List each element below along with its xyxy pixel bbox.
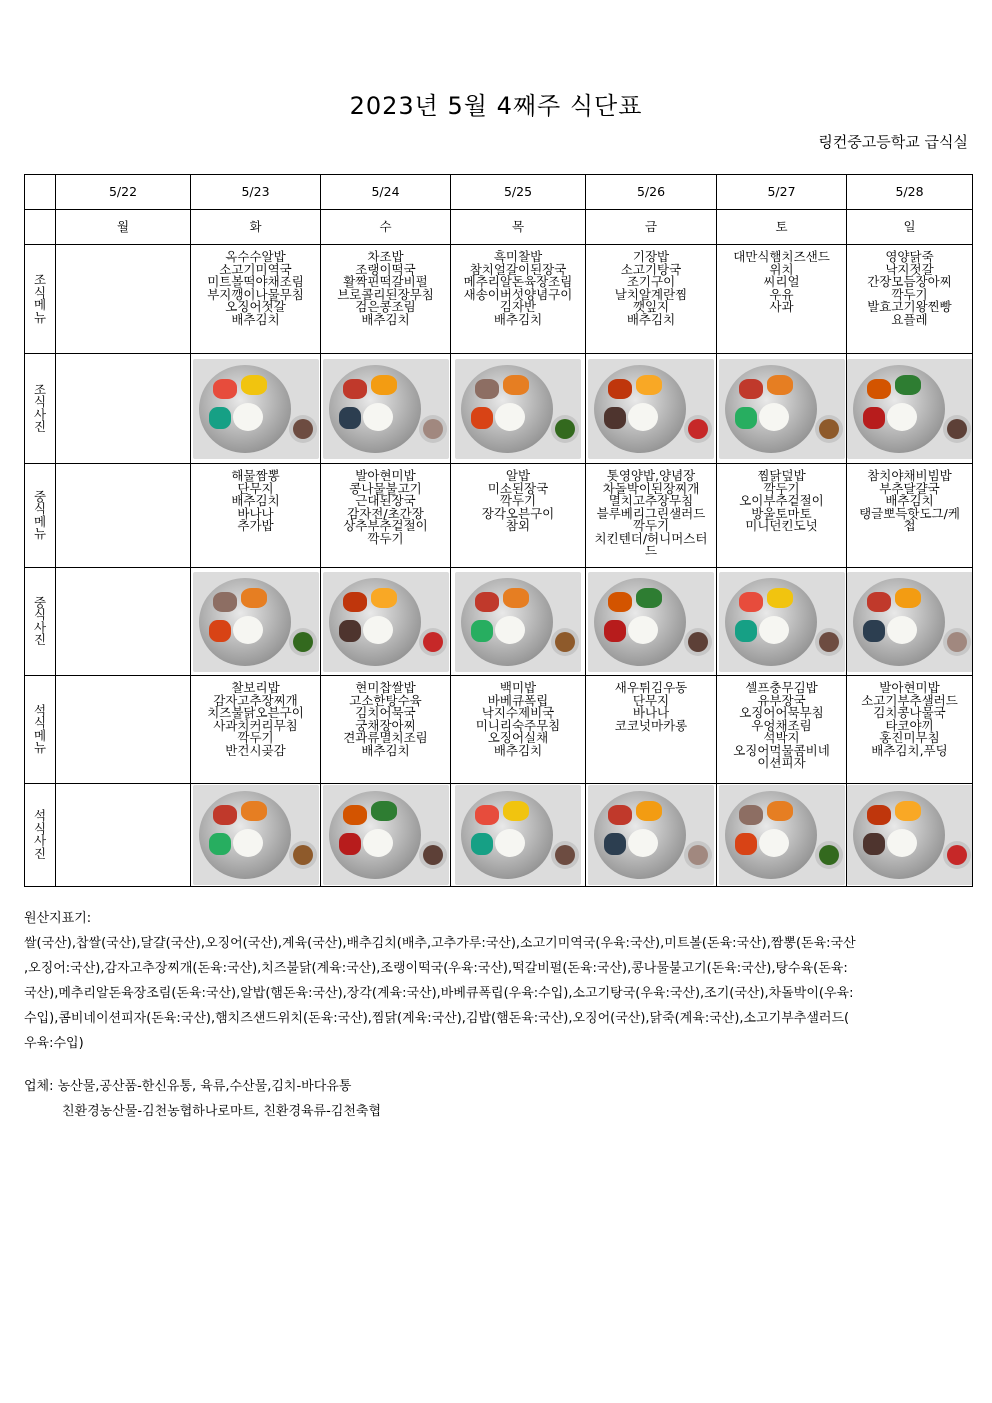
menu-item: 알밥 — [505, 468, 531, 483]
menu-item: 찰보리밥 — [231, 680, 280, 695]
dinner-photo-cell — [451, 784, 586, 887]
row-label-char: 메 — [33, 297, 47, 312]
dinner-menu-cell — [586, 676, 717, 784]
menu-item: 치즈불닭오븐구이 — [207, 705, 304, 720]
menu-item: 첩 — [903, 518, 916, 533]
menu-item: 김자반 — [499, 299, 537, 314]
origin-line: 우육:수입) — [24, 1036, 84, 1051]
meal-photo — [193, 572, 319, 672]
menu-item: 현미찹쌀밥 — [355, 680, 416, 695]
breakfast-photo-cell — [717, 354, 847, 464]
menu-item: 배추김치 — [231, 493, 280, 508]
menu-item: 배추김치 — [493, 311, 543, 327]
school-name: 링컨중고등학교 급식실 — [818, 133, 968, 151]
menu-item: 오징어젓갈 — [225, 299, 286, 314]
lunch-photo-cell — [847, 568, 973, 676]
menu-item: 홍진미무침 — [879, 730, 940, 745]
menu-item: 오이부추겉절이 — [739, 493, 824, 508]
meal-photo — [719, 572, 845, 672]
dinner-menu-cell — [451, 676, 586, 784]
menu-item: 소고기탕국 — [620, 261, 682, 277]
menu-item: 찜닭덮밥 — [757, 468, 806, 483]
menu-item: 브로콜리된장무침 — [337, 286, 434, 302]
menu-item: 깍두기 — [632, 518, 670, 533]
dinner-photo-cell — [717, 784, 847, 887]
menu-item: 메추리알돈육장조림 — [463, 274, 573, 289]
row-label-char: 뉴 — [33, 740, 47, 755]
meal-photo — [193, 785, 319, 885]
row-label-char: 조 — [33, 381, 47, 397]
menu-item: 드 — [644, 543, 658, 558]
menu-item: 단무지 — [632, 692, 670, 708]
breakfast-photo-cell — [191, 354, 321, 464]
row-label-char: 식 — [33, 394, 47, 409]
lunch-photo-cell — [191, 568, 321, 676]
date-cell: 5/23 — [191, 175, 321, 210]
menu-item: 활짝핀떡갈비펄 — [343, 274, 428, 289]
menu-item: 추가밥 — [237, 518, 274, 533]
breakfast-photo-cell — [321, 354, 451, 464]
menu-item: 차돌박이된장찌개 — [602, 480, 700, 496]
day-cell: 목 — [451, 210, 586, 245]
menu-item: 우유 — [769, 286, 794, 302]
menu-item: 오징어먹물콤비네 — [733, 742, 830, 758]
meal-photo — [455, 359, 581, 459]
menu-item: 부추달걀국 — [879, 480, 940, 496]
menu-item: 바나나 — [237, 505, 274, 521]
breakfast-photo-cell — [56, 354, 191, 464]
menu-item: 참치야채비빔밥 — [867, 468, 952, 483]
menu-item: 톳영양밥,양념장 — [606, 468, 696, 483]
row-label-char: 석 — [33, 808, 47, 823]
menu-item: 고소한탕수육 — [349, 692, 422, 708]
lunch-menu-cell — [451, 464, 586, 568]
menu-item: 견과류멸치조림 — [343, 730, 428, 745]
meal-photo — [455, 785, 581, 885]
menu-item: 미트볼떡야채조림 — [207, 274, 304, 289]
row-label-char: 식 — [33, 715, 47, 730]
meal-photo — [588, 359, 714, 459]
menu-item: 블루베리그린샐러드 — [596, 505, 706, 521]
origin-line: 수입),콤비네이션피자(돈육:국산),햄치즈샌드위치(돈육:국산),찜닭(계육:국산),김밥(햄돈육:국산),오징어(국산),닭죽(계육:국산),소고기부추샐러드( — [24, 1011, 850, 1026]
day-row — [25, 210, 973, 245]
dinner-menu-cell — [847, 676, 973, 784]
menu-item: 깍두기 — [763, 480, 800, 496]
breakfast-menu-row — [25, 245, 973, 354]
menu-item: 바베큐폭립 — [487, 692, 549, 708]
menu-item: 깍두기 — [367, 530, 404, 546]
menu-item: 씨리얼 — [763, 274, 800, 289]
dinner-menu-cell — [56, 676, 191, 784]
menu-item: 조기구이 — [626, 274, 676, 289]
menu-item: 기장밥 — [632, 249, 670, 264]
corner-cell — [25, 175, 56, 210]
row-label-char: 중 — [33, 488, 47, 504]
breakfast-menu-cell — [586, 245, 717, 354]
row-label-char: 메 — [33, 513, 47, 529]
lunch-photo-cell — [451, 568, 586, 676]
menu-item: 발아현미밥 — [879, 680, 940, 695]
date-cell: 5/26 — [586, 175, 717, 210]
menu-item: 셀프충무김밥 — [745, 680, 818, 695]
menu-item: 깍두기 — [891, 286, 928, 302]
menu-item: 근대된장국 — [355, 493, 416, 508]
origin-line: 국산),메추리알돈육장조림(돈육:국산),알밥(햄돈육:국산),장각(계육:국산),바베큐폭립(우육:수입),소고기탕국(우육:국산),조기(국산),차돌박이(우육: — [24, 986, 854, 1001]
dinner-menu-cell — [717, 676, 847, 784]
menu-item: 미소된장국 — [487, 480, 549, 496]
menu-item: 석박지 — [763, 730, 800, 745]
menu-item: 치킨텐더/허니머스터 — [594, 530, 708, 546]
date-cell: 5/28 — [847, 175, 973, 210]
date-cell: 5/27 — [717, 175, 847, 210]
lunch-photo-cell — [56, 568, 191, 676]
breakfast-photo-row — [25, 354, 973, 464]
menu-item: 낙지젓갈 — [885, 261, 934, 277]
lunch-photo-row — [25, 568, 973, 676]
menu-item: 검은콩조림 — [355, 299, 416, 314]
menu-item: 김치콩나물국 — [873, 705, 946, 720]
row-label-char: 중 — [33, 594, 47, 610]
meal-photo — [847, 785, 973, 885]
menu-item: 흑미찰밥 — [493, 249, 543, 264]
lunch-photo-cell — [717, 568, 847, 676]
menu-item: 새송이버섯양념구이 — [463, 286, 573, 302]
date-row — [25, 175, 973, 210]
row-label-char: 뉴 — [33, 526, 47, 541]
menu-item: 이션피자 — [757, 755, 806, 770]
row-label-char: 진 — [33, 845, 47, 861]
menu-item: 영양닭죽 — [885, 249, 934, 264]
lunch-menu-cell — [191, 464, 321, 568]
row-label-dinner-menu — [25, 676, 56, 784]
row-label-char: 뉴 — [33, 309, 47, 325]
breakfast-photo-cell — [847, 354, 973, 464]
menu-item: 김치어묵국 — [355, 705, 416, 720]
menu-table — [24, 174, 973, 887]
breakfast-menu-cell — [56, 245, 191, 354]
menu-item: 참치얼갈이된장국 — [469, 261, 567, 277]
menu-item: 멸치고추장무침 — [608, 493, 694, 508]
vendor-info — [24, 1074, 381, 1124]
meal-photo — [323, 359, 449, 459]
menu-item: 우엉채조림 — [751, 717, 812, 733]
row-label-char: 식 — [33, 501, 47, 516]
row-label-char: 석 — [33, 702, 47, 718]
meal-photo — [455, 572, 581, 672]
menu-item: 배추김치 — [493, 742, 543, 758]
menu-item: 발효고기왕찐빵 — [867, 299, 952, 314]
menu-item: 오징어어묵무침 — [739, 705, 824, 720]
menu-item: 바나나 — [632, 705, 670, 720]
lunch-photo-cell — [321, 568, 451, 676]
menu-item: 발아현미밥 — [355, 468, 416, 483]
row-label-lunch-menu — [25, 464, 56, 568]
row-label-char: 사 — [33, 833, 47, 848]
menu-item: 유부장국 — [757, 692, 806, 708]
dinner-menu-row — [25, 676, 973, 784]
menu-item: 상추부추겉절이 — [343, 518, 428, 533]
menu-item: 소고기미역국 — [219, 261, 292, 277]
date-cell: 5/24 — [321, 175, 451, 210]
menu-item: 콩나물불고기 — [349, 480, 422, 496]
menu-item: 배추김치 — [231, 311, 280, 327]
menu-item: 방울토마토 — [751, 505, 812, 521]
meal-photo — [719, 785, 845, 885]
dinner-photo-cell — [56, 784, 191, 887]
menu-item: 옥수수알밥 — [225, 249, 286, 264]
menu-item: 타코야끼 — [885, 717, 934, 733]
menu-item: 반건시곶감 — [225, 742, 286, 758]
lunch-menu-cell — [586, 464, 717, 568]
lunch-menu-row — [25, 464, 973, 568]
day-cell: 월 — [56, 210, 191, 245]
row-label-char: 식 — [33, 607, 47, 622]
vendor-line: 업체: 농산물,공산품-한신유통, 육류,수산물,김치-바다유통 — [24, 1079, 352, 1094]
day-cell: 화 — [191, 210, 321, 245]
dinner-photo-cell — [847, 784, 973, 887]
menu-item: 새우튀김우동 — [614, 680, 688, 695]
menu-item: 사과치커리무침 — [213, 717, 298, 733]
menu-item: 감자전/초간장 — [347, 505, 424, 521]
menu-item: 탱글뽀득핫도그/케 — [859, 505, 960, 521]
row-label-lunch-photo — [25, 568, 56, 676]
dinner-menu-cell — [191, 676, 321, 784]
row-label-char: 사 — [33, 619, 47, 635]
menu-item: 배추김치 — [885, 493, 934, 508]
dinner-photo-row — [25, 784, 973, 887]
menu-item: 오징어실채 — [487, 730, 549, 745]
menu-item: 미니리숙주무침 — [475, 717, 561, 733]
menu-item: 배추김치,푸딩 — [871, 742, 948, 758]
date-cell: 5/25 — [451, 175, 586, 210]
day-cell: 수 — [321, 210, 451, 245]
lunch-menu-cell — [56, 464, 191, 568]
menu-item: 깍두기 — [237, 730, 274, 745]
menu-item: 단무지 — [237, 480, 274, 496]
meal-photo — [588, 572, 714, 672]
lunch-menu-cell — [847, 464, 973, 568]
row-label-char: 식 — [33, 284, 47, 300]
meal-photo — [588, 785, 714, 885]
breakfast-photo-cell — [586, 354, 717, 464]
day-cell: 토 — [717, 210, 847, 245]
menu-item: 소고기부추샐러드 — [861, 692, 958, 708]
lunch-photo-cell — [586, 568, 717, 676]
menu-item: 감자고추장찌개 — [213, 692, 298, 708]
menu-item: 조랭이떡국 — [355, 261, 416, 277]
meal-photo — [847, 359, 973, 459]
lunch-menu-cell — [321, 464, 451, 568]
breakfast-menu-cell — [717, 245, 847, 354]
menu-item: 요플레 — [891, 311, 928, 327]
menu-item: 깻잎지 — [632, 299, 670, 314]
breakfast-photo-cell — [451, 354, 586, 464]
meal-photo — [193, 359, 319, 459]
breakfast-menu-cell — [191, 245, 321, 354]
row-label-char: 메 — [33, 727, 47, 743]
dinner-menu-cell — [321, 676, 451, 784]
corner-cell — [25, 210, 56, 245]
menu-item: 대만식햄치즈샌드 — [733, 249, 830, 264]
meal-photo — [847, 572, 973, 672]
menu-item: 해물짬뽕 — [231, 468, 280, 483]
menu-item: 날치알계란찜 — [614, 286, 688, 302]
row-label-char: 조 — [33, 272, 47, 287]
row-label-char: 식 — [33, 820, 47, 836]
menu-item: 배추김치 — [361, 742, 410, 758]
menu-item: 차조밥 — [367, 249, 404, 264]
menu-item: 부지깽이나물무침 — [207, 286, 304, 302]
menu-item: 사과 — [769, 299, 794, 314]
breakfast-menu-cell — [847, 245, 973, 354]
day-cell: 금 — [586, 210, 717, 245]
menu-item: 깍두기 — [499, 493, 537, 508]
origin-line: ,오징어:국산),감자고추장찌개(돈육:국산),치즈불닭(계육:국산),조랭이떡국(우육:국산),떡갈비펄(돈육:국산),콩나물불고기(돈육:국산),탕수육(돈육: — [24, 961, 848, 976]
lunch-menu-cell — [717, 464, 847, 568]
row-label-breakfast-photo — [25, 354, 56, 464]
breakfast-menu-cell — [451, 245, 586, 354]
dinner-photo-cell — [586, 784, 717, 887]
dinner-photo-cell — [321, 784, 451, 887]
row-label-breakfast-menu — [25, 245, 56, 354]
menu-item: 참외 — [505, 518, 531, 533]
vendor-line: 친환경농산물-김천농협하나로마트, 친환경육류-김천축협 — [62, 1104, 382, 1119]
origin-notes — [24, 906, 972, 1056]
menu-item: 코코넛마카롱 — [614, 717, 688, 733]
breakfast-menu-cell — [321, 245, 451, 354]
menu-item: 미니던킨도넛 — [745, 518, 818, 533]
meal-photo — [323, 785, 449, 885]
meal-photo — [323, 572, 449, 672]
row-label-char: 진 — [33, 419, 47, 434]
dinner-photo-cell — [191, 784, 321, 887]
menu-item: 간장모듬장아찌 — [867, 274, 952, 289]
row-label-char: 진 — [33, 632, 47, 647]
page-title: 2023년 5월 4째주 식단표 — [349, 92, 643, 120]
origin-line: 쌀(국산),찹쌀(국산),달걀(국산),오징어(국산),계육(국산),배추김치(배추,고추가루:국산),소고기미역국(우육:국산),미트볼(돈육:국산),짬뽕(돈육:국산 — [24, 936, 856, 951]
menu-item: 배추김치 — [361, 311, 410, 327]
menu-item: 배추김치 — [626, 311, 676, 327]
meal-photo — [719, 359, 845, 459]
date-cell: 5/22 — [56, 175, 191, 210]
menu-item: 낙지수제비국 — [481, 705, 555, 720]
menu-item: 백미밥 — [499, 680, 537, 695]
day-cell: 일 — [847, 210, 973, 245]
origin-title: 원산지표기: — [24, 911, 92, 926]
menu-item: 장각오븐구이 — [481, 505, 555, 521]
menu-item: 궁채장아찌 — [355, 717, 416, 733]
row-label-dinner-photo — [25, 784, 56, 887]
menu-item: 위치 — [769, 261, 794, 277]
row-label-char: 사 — [33, 406, 47, 422]
